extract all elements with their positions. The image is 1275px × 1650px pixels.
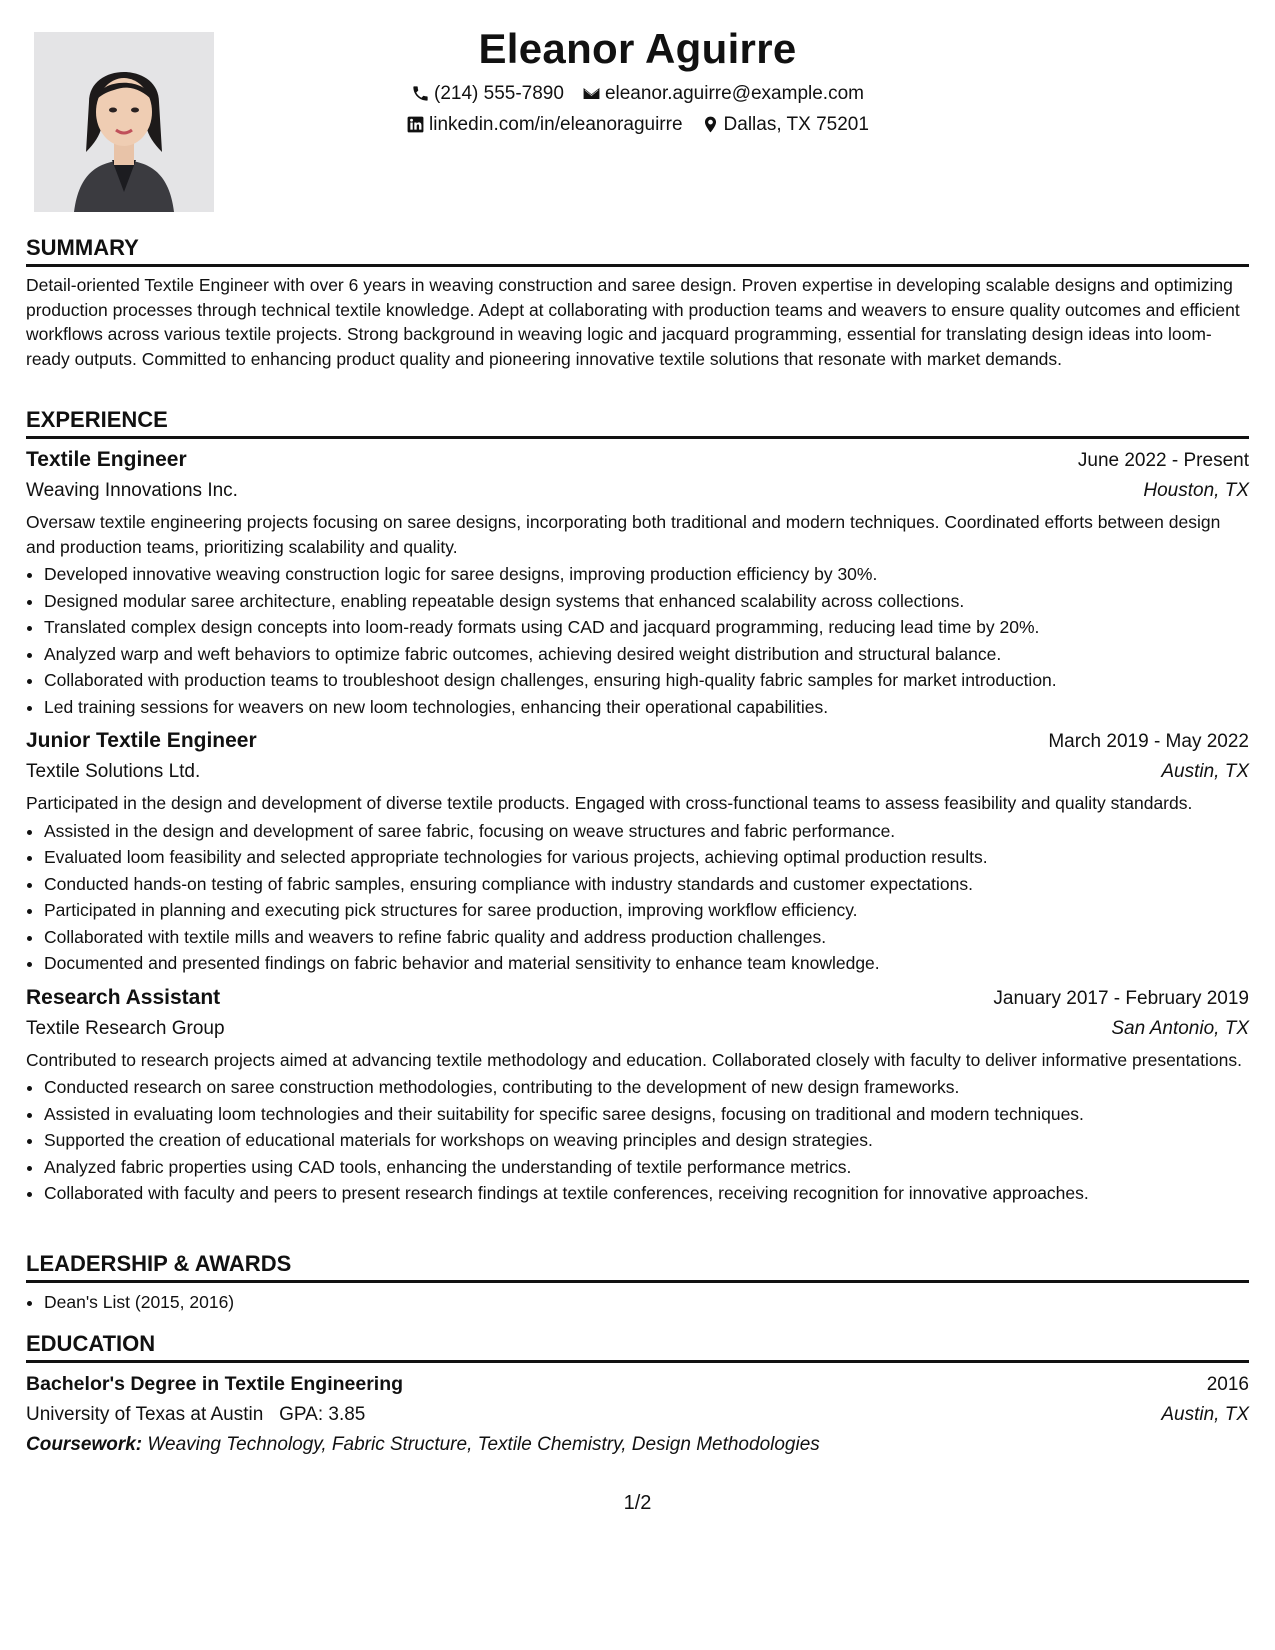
- list-item: • Documented and presented findings on fabric behavior and material sensitivity to enhance team knowledge.: [44, 950, 1249, 977]
- list-item: • Designed modular saree architecture, enabling repeatable design systems that enhanced scalability across collections.: [44, 588, 1249, 615]
- list-item: • Supported the creation of educational materials for workshops on weaving principles and design strategies.: [44, 1127, 1249, 1154]
- gpa: GPA: 3.85: [279, 1404, 366, 1425]
- job-entry: [26, 726, 1249, 977]
- degree-name: Bachelor's Degree in Textile Engineering: [26, 1373, 404, 1395]
- envelope-icon: [582, 84, 601, 103]
- list-item: • Analyzed warp and weft behaviors to optimize fabric outcomes, achieving desired weight distribution and structural balance.: [44, 641, 1249, 668]
- list-item: • Conducted hands-on testing of fabric samples, ensuring compliance with industry standards and customer expectations.: [44, 871, 1249, 898]
- section-title-experience: EXPERIENCE: [26, 406, 1249, 439]
- summary-section: [26, 234, 1249, 371]
- list-item: • Collaborated with textile mills and weavers to refine fabric quality and address production challenges.: [44, 924, 1249, 951]
- coursework-list: Weaving Technology, Fabric Structure, Textile Chemistry, Design Methodologies: [147, 1434, 820, 1455]
- job-bullets: [26, 1074, 1249, 1207]
- list-item: • Collaborated with faculty and peers to present research findings at textile conferences, receiving recognition for innovative approaches.: [44, 1180, 1249, 1207]
- awards-list: [26, 1289, 1249, 1316]
- linkedin-text[interactable]: linkedin.com/in/eleanoraguirre: [429, 114, 683, 135]
- job-date: March 2019 - May 2022: [1048, 731, 1249, 752]
- linkedin-icon: [406, 115, 425, 134]
- phone-icon: [411, 84, 430, 103]
- job-location: Houston, TX: [1143, 480, 1249, 501]
- list-item: • Conducted research on saree construction methodologies, contributing to the development of new design frameworks.: [44, 1074, 1249, 1101]
- email-text[interactable]: eleanor.aguirre@example.com: [604, 83, 864, 104]
- list-item: • Translated complex design concepts into loom-ready formats using CAD and jacquard programming, reducing lead time by 20%.: [44, 614, 1249, 641]
- resume-header: [26, 20, 1249, 140]
- contact-location: [701, 109, 869, 140]
- school-location: Austin, TX: [1161, 1404, 1249, 1425]
- summary-text: Detail-oriented Textile Engineer with over 6 years in weaving construction and saree design. Proven expertise in developing scalable designs and optimizing production processes through technical textile knowledge. Adept at collaborating with production teams and weavers to ensure quality outcomes and efficient workflows across various textile projects. Strong background in weaving logic and jacquard programming, essential for translating design ideas into loom-ready outputs. Committed to enhancing product quality and pioneering innovative textile solutions that resonate with market demands.: [26, 275, 1240, 369]
- section-title-education: EDUCATION: [26, 1330, 1249, 1363]
- location-text: Dallas, TX 75201: [723, 114, 869, 135]
- job-company: Textile Research Group: [26, 1017, 225, 1039]
- list-item: • Evaluated loom feasibility and selected appropriate technologies for various projects, achieving optimal production results.: [44, 844, 1249, 871]
- job-title: Textile Engineer: [26, 448, 187, 471]
- list-item: • Collaborated with production teams to troubleshoot design challenges, ensuring high-quality fabric samples for market introduction.: [44, 667, 1249, 694]
- list-item: • Dean's List (2015, 2016): [44, 1289, 1249, 1316]
- contact-phone: [411, 78, 564, 109]
- phone-text: (214) 555-7890: [434, 83, 564, 104]
- degree-year: 2016: [1206, 1374, 1249, 1395]
- list-item: • Analyzed fabric properties using CAD tools, enhancing the understanding of textile performance metrics.: [44, 1154, 1249, 1181]
- map-pin-icon: [701, 115, 720, 134]
- job-title: Junior Textile Engineer: [26, 729, 257, 752]
- contact-row-1: [26, 78, 1249, 109]
- job-description: Contributed to research projects aimed at advancing textile methodology and education. Collaborated closely with faculty to deliver informative presentations.: [26, 1049, 1242, 1070]
- job-company: Textile Solutions Ltd.: [26, 761, 201, 782]
- coursework-label: Coursework:: [26, 1434, 143, 1455]
- job-bullets: [26, 561, 1249, 720]
- page-number: 1/2: [623, 1492, 652, 1514]
- list-item: • Developed innovative weaving construction logic for saree designs, improving production efficiency by 30%.: [44, 561, 1249, 588]
- school-line: [26, 1400, 365, 1430]
- education-section: [26, 1330, 1249, 1460]
- resume-page: [26, 0, 1249, 1650]
- job-bullets: [26, 818, 1249, 977]
- job-date: January 2017 - February 2019: [993, 987, 1249, 1009]
- section-title-summary: SUMMARY: [26, 234, 1249, 267]
- list-item: • Assisted in evaluating loom technologies and their suitability for specific saree designs, focusing on traditional and modern techniques.: [44, 1101, 1249, 1128]
- contact-linkedin[interactable]: [406, 109, 682, 140]
- job-title: Research Assistant: [26, 985, 221, 1009]
- job-date: June 2022 - Present: [1077, 450, 1249, 471]
- contact-row-2: [26, 109, 1249, 140]
- candidate-name: Eleanor Aguirre: [478, 25, 797, 72]
- job-location: San Antonio, TX: [1111, 1017, 1249, 1039]
- awards-section: [26, 1250, 1249, 1316]
- experience-section: [26, 406, 1249, 1207]
- job-entry: [26, 983, 1249, 1207]
- job-location: Austin, TX: [1161, 761, 1249, 782]
- job-description: Oversaw textile engineering projects focusing on saree designs, incorporating both traditional and modern techniques. Coordinated efforts between design and production teams, prioritizing scalability and quality.: [26, 512, 1221, 557]
- contact-email[interactable]: [582, 78, 864, 109]
- job-description: Participated in the design and development of diverse textile products. Engaged with cross-functional teams to assess feasibility and quality standards.: [26, 793, 1193, 813]
- job-company: Weaving Innovations Inc.: [26, 480, 238, 501]
- list-item: • Led training sessions for weavers on new loom technologies, enhancing their operational capabilities.: [44, 694, 1249, 721]
- list-item: • Assisted in the design and development of saree fabric, focusing on weave structures and fabric performance.: [44, 818, 1249, 845]
- list-item: • Participated in planning and executing pick structures for saree production, improving workflow efficiency.: [44, 897, 1249, 924]
- job-entry: [26, 445, 1249, 720]
- section-title-awards: LEADERSHIP & AWARDS: [26, 1250, 1249, 1283]
- coursework-line: [26, 1430, 1249, 1460]
- school-name: University of Texas at Austin: [26, 1404, 264, 1425]
